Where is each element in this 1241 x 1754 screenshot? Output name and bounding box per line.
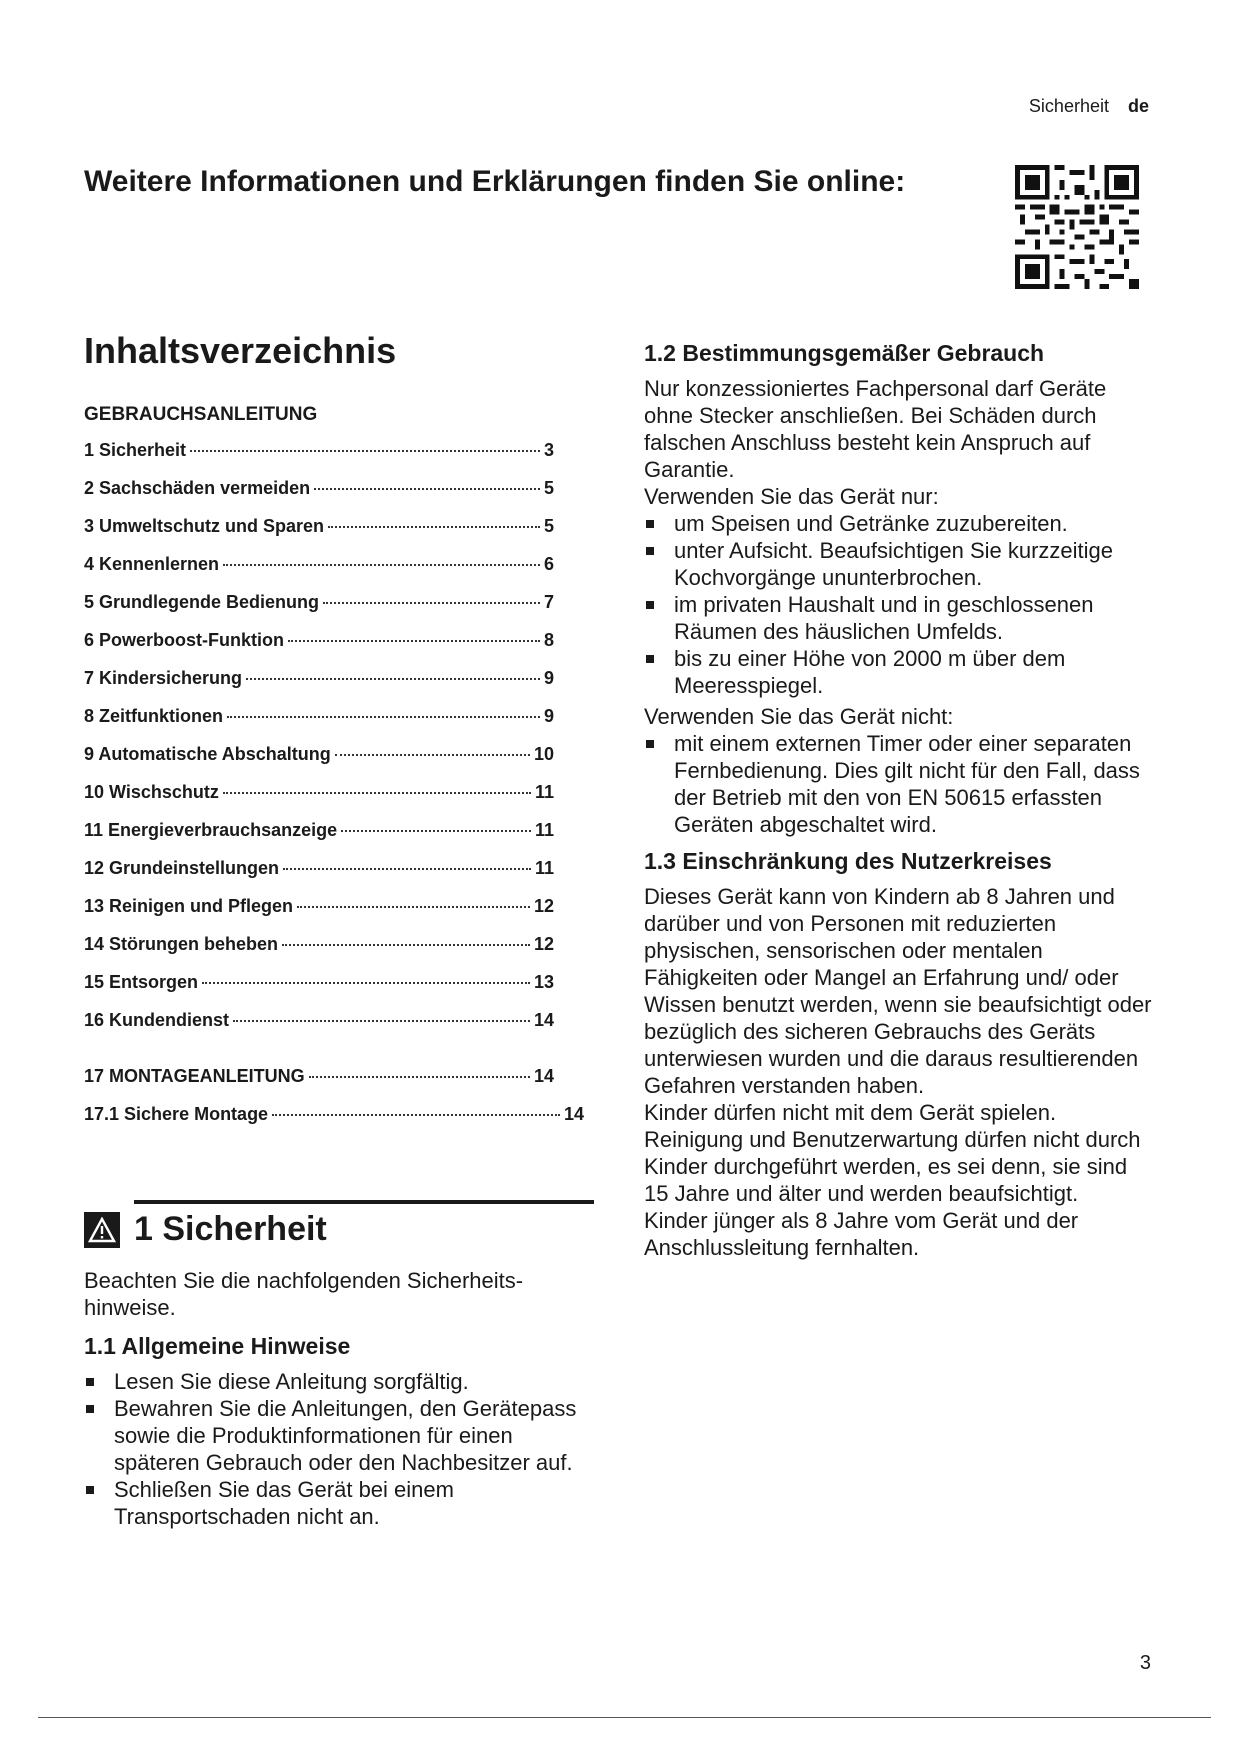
list-item: im privaten Haushalt und in geschlossenen Räumen des häuslichen Umfelds. [644, 591, 1154, 645]
toc-item[interactable] [84, 1010, 554, 1048]
toc-item-title: 8 Zeitfunktionen [84, 706, 223, 726]
toc-item-page: 12 [533, 896, 554, 916]
toc-item-page: 10 [533, 744, 554, 764]
toc-item-title: 6 Powerboost-Funktion [84, 630, 284, 650]
toc-item[interactable] [84, 668, 554, 706]
toc-subtitle: GEBRAUCHSANLEITUNG [84, 404, 318, 425]
warning-icon [84, 1212, 120, 1248]
restriction-paragraph: Kinder dürfen nicht mit dem Gerät spielen. [644, 1100, 1057, 1125]
general-notes-list [84, 1368, 594, 1530]
restriction-paragraph: Kinder jünger als 8 Jahre vom Gerät und der Anschlussleitung fernhalten. [644, 1208, 1079, 1260]
toc-item-title: 14 Störungen beheben [84, 934, 279, 954]
use-only-list [644, 510, 1154, 699]
left-column [84, 330, 594, 1530]
toc-title: Inhaltsverzeichnis [84, 330, 397, 371]
toc-item-title: 4 Kennenlernen [84, 554, 220, 574]
use-only-lead: Verwenden Sie das Gerät nur: [644, 484, 939, 509]
toc-item-page: 14 [533, 1010, 554, 1030]
right-column [644, 340, 1154, 1261]
list-item: Schließen Sie das Gerät bei einem Transportschaden nicht an. [84, 1476, 594, 1530]
toc-item-page: 13 [533, 972, 554, 992]
toc-item[interactable] [84, 896, 554, 934]
header-language: de [1127, 96, 1149, 116]
toc-item-page: 5 [543, 478, 554, 498]
do-not-use-list [644, 730, 1154, 838]
do-not-use-lead: Verwenden Sie das Gerät nicht: [644, 704, 954, 729]
toc-item-title: 1 Sicherheit [84, 440, 187, 460]
footer-divider [38, 1717, 1211, 1718]
toc-item-page: 7 [543, 592, 554, 612]
online-info-heading: Weitere Informationen und Erklärungen finden Sie online: [84, 165, 906, 198]
chapter-safety [84, 1200, 594, 1530]
toc-item-montage[interactable] [84, 1104, 584, 1138]
toc-item[interactable] [84, 440, 554, 478]
toc-item-title: 15 Entsorgen [84, 972, 199, 992]
section-heading-intended-use: 1.2 Bestimmungsgemäßer Gebrauch [644, 340, 1045, 366]
toc-item-page: 9 [543, 668, 554, 688]
toc-item-title: 2 Sachschäden vermeiden [84, 478, 311, 498]
toc-item[interactable] [84, 630, 554, 668]
chapter-rule [134, 1200, 594, 1204]
intended-use-paragraph: Nur konzessioniertes Fachpersonal darf Geräte ohne Stecker anschließen. Bei Schäden durch falschen Anschluss besteht kein Anspruch auf Garantie. [644, 376, 1107, 482]
toc-spacer [84, 1048, 594, 1066]
toc-item-title: 13 Reinigen und Pflegen [84, 896, 294, 916]
toc-item[interactable] [84, 478, 554, 516]
toc-item-page: 11 [534, 820, 554, 840]
toc-item[interactable] [84, 858, 554, 896]
toc-item[interactable] [84, 782, 554, 820]
page-number: 3 [1139, 1652, 1151, 1674]
toc-item-page: 3 [543, 440, 554, 460]
toc-item-title: 16 Kundendienst [84, 1010, 230, 1030]
toc-item-page: 11 [534, 858, 554, 878]
qr-code-icon[interactable] [1015, 165, 1139, 289]
toc-item-montage[interactable] [84, 1066, 554, 1104]
toc-item[interactable] [84, 820, 554, 858]
toc-list [84, 440, 594, 1138]
toc-item-title: 17 MONTAGEANLEITUNG [84, 1066, 305, 1086]
list-item: unter Aufsicht. Beaufsichtigen Sie kurzzeitige Kochvorgänge ununterbrochen. [644, 537, 1154, 591]
section-heading-user-restriction: 1.3 Einschränkung des Nutzerkreises [644, 848, 1052, 874]
list-item: Bewahren Sie die Anleitungen, den Gerätepass sowie die Produktinformationen für einen späteren Gebrauch oder den Nachbesitzer auf. [84, 1395, 594, 1476]
toc-item[interactable] [84, 744, 554, 782]
toc-item-page: 14 [563, 1104, 584, 1124]
running-header [1029, 96, 1149, 117]
chapter-title: 1 Sicherheit [134, 1210, 327, 1248]
toc-item-title: 3 Umweltschutz und Sparen [84, 516, 325, 536]
restriction-paragraph: Reinigung und Benutzerwartung dürfen nicht durch Kinder durchgeführt werden, es sei denn, sie sind 15 Jahre und älter und werden beaufsichtigt. [644, 1127, 1141, 1206]
header-section: Sicherheit [1028, 96, 1109, 116]
toc-item[interactable] [84, 592, 554, 630]
toc-item-page: 8 [543, 630, 554, 650]
toc-item-title: 7 Kindersicherung [84, 668, 243, 688]
chapter-intro: Beachten Sie die nachfolgenden Sicherheits-hinweise. [84, 1268, 524, 1320]
toc-item[interactable] [84, 934, 554, 972]
toc-item-title: 11 Energieverbrauchsanzeige [84, 820, 338, 840]
toc-item[interactable] [84, 706, 554, 744]
toc-item-title: 10 Wischschutz [84, 782, 219, 802]
toc-item[interactable] [84, 972, 554, 1010]
toc-item[interactable] [84, 516, 554, 554]
toc-item-page: 9 [543, 706, 554, 726]
section-heading-general: 1.1 Allgemeine Hinweise [84, 1333, 351, 1359]
toc-item-title: 9 Automatische Abschaltung [84, 744, 331, 764]
toc-item[interactable] [84, 554, 554, 592]
toc-item-page: 6 [543, 554, 554, 574]
toc-item-page: 5 [543, 516, 554, 536]
toc-item-title: 12 Grundeinstellungen [84, 858, 280, 878]
toc-item-title: 5 Grundlegende Bedienung [84, 592, 320, 612]
toc-item-page: 12 [533, 934, 554, 954]
list-item: um Speisen und Getränke zuzubereiten. [644, 510, 1154, 537]
list-item: bis zu einer Höhe von 2000 m über dem Meeresspiegel. [644, 645, 1154, 699]
list-item: Lesen Sie diese Anleitung sorgfältig. [84, 1368, 594, 1395]
toc-item-page: 11 [534, 782, 554, 802]
toc-item-page: 14 [533, 1066, 554, 1086]
toc-item-title: 17.1 Sichere Montage [84, 1104, 269, 1124]
restriction-paragraph: Dieses Gerät kann von Kindern ab 8 Jahren und darüber und von Personen mit reduzierten physischen, sensorischen oder mentalen Fähigkeiten oder Mangel an Erfahrung und/ oder Wissen benutzt werden, wenn sie beaufsichtigt oder bezüglich des sicheren Gebrauchs des Geräts unterwiesen wurden und die daraus resultierenden Gefahren verstanden haben. [644, 884, 1152, 1098]
list-item: mit einem externen Timer oder einer separaten Fernbedienung. Dies gilt nicht für den Fall, dass der Betrieb mit den von EN 50615 erfassten Geräten abgeschaltet wird. [644, 730, 1154, 838]
